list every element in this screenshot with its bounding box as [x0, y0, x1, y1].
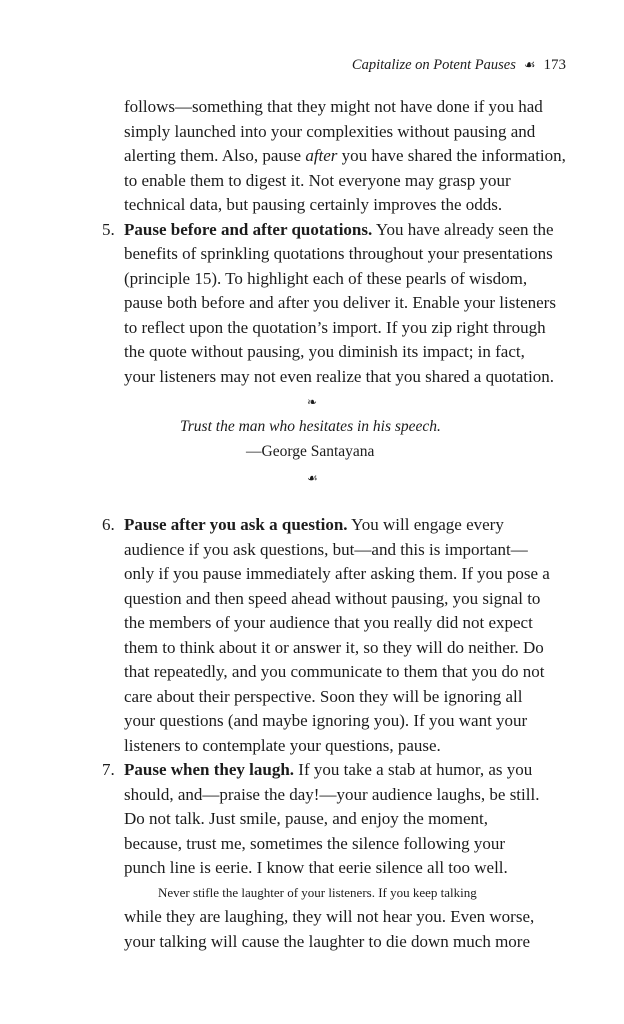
- text-line: question and then speed ahead without pausing, you signal to: [124, 588, 541, 608]
- running-head-title: Capitalize on Potent Pauses: [351, 57, 516, 73]
- text-line: should, and—praise the day!—your audience laughs, be still.: [124, 784, 540, 804]
- text-segment: You have already seen the: [372, 219, 554, 239]
- list-item-6: [102, 513, 570, 758]
- text-line: to reflect upon the quotation’s import. If you zip right through: [124, 317, 546, 337]
- text-line: Do not talk. Just smile, pause, and enjoy the moment,: [124, 809, 489, 828]
- text-line: the quote without pausing, you diminish its impact; in fact,: [124, 342, 525, 361]
- body-text: [102, 95, 570, 954]
- continuation-paragraph: [124, 95, 570, 218]
- list-item-number: 7.: [102, 760, 115, 779]
- text-line: your talking will cause the laughter to die down much more: [124, 931, 531, 951]
- text-line: [124, 144, 570, 169]
- item-lead-heading: Pause before and after quotations.: [124, 219, 373, 239]
- quote-attribution: —George Santayana: [246, 443, 375, 460]
- running-head: [352, 56, 566, 74]
- item-lead-heading: Pause when they laugh.: [124, 760, 295, 779]
- fleuron-bottom-icon: ☙: [307, 471, 318, 485]
- text-line: simply launched into your complexities without pausing and: [124, 121, 536, 141]
- text-line: the members of your audience that you really did not expect: [124, 613, 533, 632]
- text-segment: You will engage every: [347, 515, 504, 534]
- text-line: to enable them to digest it. Not everyone may grasp your: [124, 170, 511, 190]
- text-line: audience if you ask questions, but—and this is important—: [124, 539, 528, 559]
- text-line: technical data, but pausing certainly improves the odds.: [124, 195, 503, 214]
- text-line: follows—something that they might not have done if you had: [124, 97, 543, 116]
- text-line: benefits of sprinkling quotations throughout your presentations: [124, 244, 553, 263]
- text-line: punch line is eerie. I know that eerie silence all too well.: [124, 858, 508, 877]
- list-item-7: [102, 758, 570, 954]
- text-line: care about their perspective. Soon they will be ignoring all: [124, 686, 523, 706]
- text-line: that repeatedly, and you communicate to them that you do not: [124, 662, 545, 681]
- quote-text: Trust the man who hesitates in his speech.: [180, 418, 441, 435]
- fleuron-top-icon: ❧: [307, 395, 318, 409]
- text-line: your questions (and maybe ignoring you). If you want your: [124, 711, 528, 730]
- text-line: (principle 15). To highlight each of these pearls of wisdom,: [124, 268, 528, 288]
- epigraph-quote: [124, 389, 570, 513]
- item-lead-heading: Pause after you ask a question.: [124, 515, 348, 534]
- text-line: [124, 513, 570, 538]
- text-line: because, trust me, sometimes the silence following your: [124, 833, 505, 853]
- text-line: listeners to contemplate your questions, pause.: [124, 735, 441, 755]
- list-item-5: [102, 218, 570, 390]
- text-line: while they are laughing, they will not hear you. Even worse,: [124, 907, 535, 926]
- text-line: your listeners may not even realize that you shared a quotation.: [124, 366, 555, 386]
- text-segment: alerting them. Also, pause: [124, 146, 306, 165]
- text-line: Never stifle the laughter of your listeners. If you keep talking: [158, 884, 477, 900]
- text-line: pause both before and after you deliver it. Enable your listeners: [124, 293, 556, 312]
- text-line: [124, 758, 570, 783]
- text-segment: you have shared the information,: [337, 146, 566, 165]
- text-line: [124, 218, 570, 243]
- emphasis-text: after: [305, 146, 338, 165]
- text-segment: If you take a stab at humor, as you: [294, 760, 533, 779]
- fleuron-ornament-icon: ☙: [523, 57, 536, 72]
- text-line: only if you pause immediately after asking them. If you pose a: [124, 564, 550, 583]
- list-item-number: 5.: [102, 219, 115, 239]
- list-item-number: 6.: [102, 515, 115, 534]
- text-line: them to think about it or answer it, so they will do neither. Do: [124, 637, 544, 657]
- page-number: 173: [543, 57, 566, 73]
